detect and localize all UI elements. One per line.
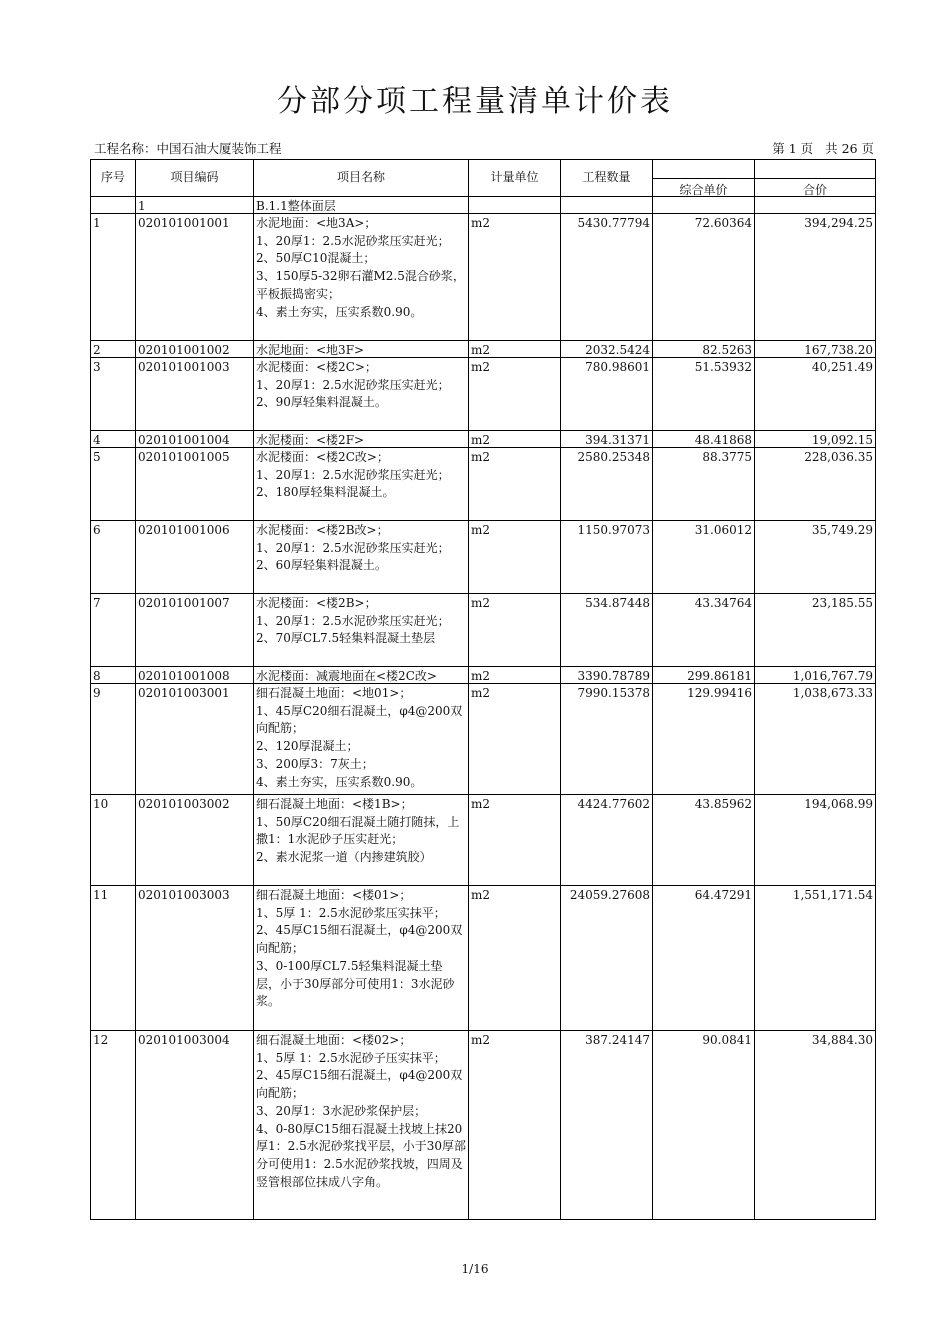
- cell-code: 020101003004: [136, 1031, 254, 1220]
- cell-code: 020101001005: [136, 448, 254, 521]
- cell-qty: 2580.25348: [561, 448, 653, 521]
- cell-total: 194,068.99: [755, 795, 876, 886]
- cell-total: 394,294.25: [755, 214, 876, 341]
- cell-name: 水泥地面：<地3F>: [254, 341, 469, 358]
- cell-price: 51.53932: [653, 358, 755, 431]
- table-row: [91, 684, 876, 795]
- cell-unit: m2: [469, 1031, 561, 1220]
- cell-price: 299.86181: [653, 667, 755, 684]
- cell-price: 43.85962: [653, 795, 755, 886]
- cell-unit: m2: [469, 448, 561, 521]
- table-row: [91, 197, 876, 214]
- cell-name: 水泥楼面：<楼2B>； 1、20厚1：2.5水泥砂浆压实赶光； 2、70厚CL7.5轻集料混凝土垫层: [254, 594, 469, 667]
- cell-code: 020101003001: [136, 684, 254, 795]
- header-code: 项目编码: [136, 160, 254, 197]
- cell-total: 167,738.20: [755, 341, 876, 358]
- table-row: [91, 886, 876, 1031]
- cell-unit: m2: [469, 684, 561, 795]
- cell-code: 1: [136, 197, 254, 214]
- cell-price: 90.0841: [653, 1031, 755, 1220]
- cell-no: 10: [91, 795, 136, 886]
- table-row: [91, 594, 876, 667]
- cell-qty: 2032.5424: [561, 341, 653, 358]
- cell-unit: m2: [469, 667, 561, 684]
- table-row: [91, 795, 876, 886]
- cell-qty: 7990.15378: [561, 684, 653, 795]
- table-row: [91, 667, 876, 684]
- header-qty: 工程数量: [561, 160, 653, 197]
- cell-no: 7: [91, 594, 136, 667]
- cell-no: 3: [91, 358, 136, 431]
- table-row: [91, 431, 876, 448]
- cell-name: 细石混凝土地面：<楼01>； 1、5厚 1：2.5水泥砂浆压实抹平； 2、45厚C15细石混凝土，φ4@200双向配筋； 3、0-100厚CL7.5轻集料混凝土垫层，小于30厚部分可使用1：3水泥砂浆。: [254, 886, 469, 1031]
- bill-table: [90, 159, 876, 1220]
- cell-qty: 780.98601: [561, 358, 653, 431]
- cell-no: 2: [91, 341, 136, 358]
- cell-price: 129.99416: [653, 684, 755, 795]
- cell-no: 11: [91, 886, 136, 1031]
- cell-total: 23,185.55: [755, 594, 876, 667]
- cell-total: 40,251.49: [755, 358, 876, 431]
- table-row: [91, 521, 876, 594]
- cell-code: 020101001002: [136, 341, 254, 358]
- cell-unit: m2: [469, 358, 561, 431]
- cell-unit: m2: [469, 594, 561, 667]
- cell-price: [653, 197, 755, 214]
- cell-total: 35,749.29: [755, 521, 876, 594]
- cell-unit: m2: [469, 521, 561, 594]
- header-unit: 计量单位: [469, 160, 561, 197]
- page-footer: 1/16: [461, 1262, 489, 1276]
- cell-name: 水泥楼面：<楼2B改>； 1、20厚1：2.5水泥砂浆压实赶光； 2、60厚轻集料混凝土。: [254, 521, 469, 594]
- cell-unit: m2: [469, 795, 561, 886]
- cell-code: 020101001003: [136, 358, 254, 431]
- project-name: 工程名称：中国石油大厦装饰工程: [94, 141, 282, 156]
- cell-name: 细石混凝土地面：<楼1B>； 1、50厚C20细石混凝土随打随抹，上撒1：1水泥砂子压实赶光； 2、素水泥浆一道（内掺建筑胶）: [254, 795, 469, 886]
- cell-no: 4: [91, 431, 136, 448]
- cell-unit: m2: [469, 341, 561, 358]
- cell-qty: 3390.78789: [561, 667, 653, 684]
- cell-qty: 394.31371: [561, 431, 653, 448]
- cell-name: 水泥楼面：减震地面在<楼2C改>: [254, 667, 469, 684]
- cell-no: 6: [91, 521, 136, 594]
- cell-total: 1,016,767.79: [755, 667, 876, 684]
- table-row: [91, 1031, 876, 1220]
- page-info: [764, 140, 874, 158]
- cell-name: 细石混凝土地面：<楼02>； 1、5厚 1：2.5水泥砂子压实抹平； 2、45厚C15细石混凝土，φ4@200双向配筋； 3、20厚1：3水泥砂浆保护层； 4、0-80厚C15细石混凝土找坡上抹20厚1：2.5水泥砂浆找平层，小于30厚部分可使用1：2.5水泥砂浆找坡，四周及竖管根部位抹成八字角。: [254, 1031, 469, 1220]
- cell-qty: 534.87448: [561, 594, 653, 667]
- cell-price: 72.60364: [653, 214, 755, 341]
- cell-name: B.1.1整体面层: [254, 197, 469, 214]
- cell-name: 水泥楼面：<楼2C改>； 1、20厚1：2.5水泥砂浆压实赶光； 2、180厚轻集料混凝土。: [254, 448, 469, 521]
- cell-price: 43.34764: [653, 594, 755, 667]
- cell-price: 64.47291: [653, 886, 755, 1031]
- header-row: [91, 160, 876, 197]
- page-current: 第 1 页: [772, 141, 814, 156]
- cell-qty: 4424.77602: [561, 795, 653, 886]
- cell-no: 5: [91, 448, 136, 521]
- cell-no: [91, 197, 136, 214]
- cell-qty: 5430.77794: [561, 214, 653, 341]
- cell-code: 020101001006: [136, 521, 254, 594]
- cell-qty: [561, 197, 653, 214]
- cell-price: 88.3775: [653, 448, 755, 521]
- cell-unit: m2: [469, 431, 561, 448]
- cell-unit: m2: [469, 886, 561, 1031]
- cell-price: 31.06012: [653, 521, 755, 594]
- cell-total: [755, 197, 876, 214]
- cell-code: 020101001007: [136, 594, 254, 667]
- table-row: [91, 358, 876, 431]
- cell-code: 020101003003: [136, 886, 254, 1031]
- cell-total: 1,038,673.33: [755, 684, 876, 795]
- cell-code: 020101001001: [136, 214, 254, 341]
- cell-unit: [469, 197, 561, 214]
- header-price: 综合单价: [653, 160, 755, 197]
- cell-no: 1: [91, 214, 136, 341]
- cell-total: 1,551,171.54: [755, 886, 876, 1031]
- cell-no: 8: [91, 667, 136, 684]
- cell-unit: m2: [469, 214, 561, 341]
- table-row: [91, 448, 876, 521]
- cell-price: 82.5263: [653, 341, 755, 358]
- table-row: [91, 341, 876, 358]
- cell-name: 水泥地面：<地3A>； 1、20厚1：2.5水泥砂浆压实赶光； 2、50厚C10混凝土； 3、150厚5-32卵石灌M2.5混合砂浆，平板振捣密实； 4、素土夯实，压实系数0.90。: [254, 214, 469, 341]
- cell-total: 228,036.35: [755, 448, 876, 521]
- cell-qty: 387.24147: [561, 1031, 653, 1220]
- cell-price: 48.41868: [653, 431, 755, 448]
- header-name: 项目名称: [254, 160, 469, 197]
- cell-total: 19,092.15: [755, 431, 876, 448]
- cell-code: 020101001004: [136, 431, 254, 448]
- page-total: 共 26 页: [825, 141, 874, 156]
- cell-code: 020101003002: [136, 795, 254, 886]
- cell-name: 水泥楼面：<楼2C>； 1、20厚1：2.5水泥砂浆压实赶光； 2、90厚轻集料混凝土。: [254, 358, 469, 431]
- cell-name: 细石混凝土地面：<地01>； 1、45厚C20细石混凝土，φ4@200双向配筋； 2、120厚混凝土； 3、200厚3：7灰土； 4、素土夯实，压实系数0.90。: [254, 684, 469, 795]
- cell-qty: 1150.97073: [561, 521, 653, 594]
- page-title: 分部分项工程量清单计价表: [277, 84, 673, 119]
- cell-qty: 24059.27608: [561, 886, 653, 1031]
- cell-name: 水泥楼面：<楼2F>: [254, 431, 469, 448]
- table-row: [91, 214, 876, 341]
- header-total: 合价: [755, 160, 876, 197]
- cell-no: 12: [91, 1031, 136, 1220]
- cell-total: 34,884.30: [755, 1031, 876, 1220]
- cell-code: 020101001008: [136, 667, 254, 684]
- header-no: 序号: [91, 160, 136, 197]
- cell-no: 9: [91, 684, 136, 795]
